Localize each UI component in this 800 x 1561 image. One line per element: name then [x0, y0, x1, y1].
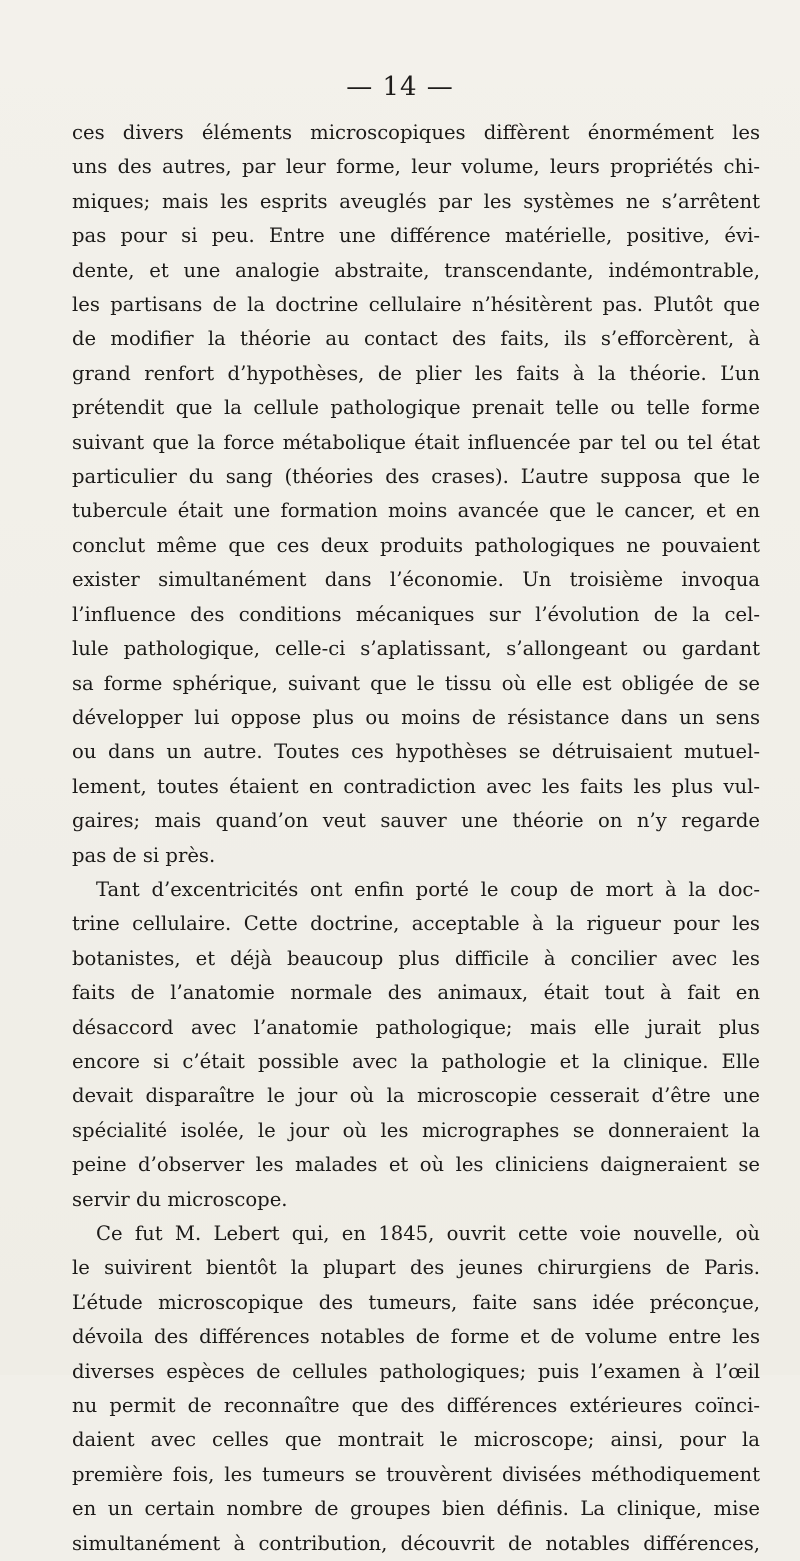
text-line: gaires; mais quand’on veut sauver une théorie on n’y regarde — [72, 809, 760, 833]
text-line: pas pour si peu. Entre une différence matérielle, positive, évi- — [72, 224, 760, 248]
text-line: les partisans de la doctrine cellulaire n’hésitèrent pas. Plutôt que — [72, 293, 760, 317]
paragraph — [72, 873, 760, 1217]
text-line: diverses espèces de cellules pathologiques; puis l’examen à l’œil — [72, 1359, 760, 1383]
text-line: peine d’observer les malades et où les cliniciens daigneraient se — [72, 1153, 760, 1177]
text-line: développer lui oppose plus ou moins de résistance dans un sens — [72, 705, 760, 729]
text-line: particulier du sang (théories des crases). L’autre supposa que le — [72, 465, 760, 489]
text-line: première fois, les tumeurs se trouvèrent divisées méthodiquement — [72, 1462, 760, 1486]
text-line: désaccord avec l’anatomie pathologique; mais elle jurait plus — [72, 1015, 760, 1039]
text-line: de modifier la théorie au contact des faits, ils s’efforcèrent, à — [72, 327, 760, 351]
text-line: pas de si près. — [72, 843, 216, 867]
text-line: le suivirent bientôt la plupart des jeunes chirurgiens de Paris. — [72, 1256, 760, 1280]
text-line: encore si c’était possible avec la pathologie et la clinique. Elle — [72, 1049, 760, 1073]
text-line: nu permit de reconnaître que des différences extérieures coïnci- — [72, 1394, 760, 1418]
text-line: conclut même que ces deux produits pathologiques ne pouvaient — [72, 533, 760, 557]
text-line: ces divers éléments microscopiques diffèrent énormément les — [72, 121, 760, 144]
text-line: lule pathologique, celle-ci s’aplatissant, s’allongeant ou gardant — [72, 637, 760, 661]
text-line: grand renfort d’hypothèses, de plier les faits à la théorie. L’un — [72, 361, 760, 385]
text-line: miques; mais les esprits aveuglés par les systèmes ne s’arrêtent — [72, 189, 760, 213]
page-number: — 14 — — [346, 72, 454, 102]
text-line: exister simultanément dans l’économie. Un troisième invoqua — [72, 568, 760, 592]
text-line: ou dans un autre. Toutes ces hypothèses se détruisaient mutuel- — [72, 740, 760, 764]
paragraph — [72, 1217, 760, 1561]
text-line: uns des autres, par leur forme, leur volume, leurs propriétés chi- — [72, 155, 760, 179]
text-line: suivant que la force métabolique était influencée par tel ou tel état — [72, 430, 760, 454]
text-line: prétendit que la cellule pathologique prenait telle ou telle forme — [72, 396, 760, 420]
text-line: Ce fut M. Lebert qui, en 1845, ouvrit cette voie nouvelle, où — [96, 1222, 760, 1245]
body-text — [72, 116, 760, 1561]
text-line: daient avec celles que montrait le microscope; ainsi, pour la — [72, 1428, 760, 1452]
text-line: Tant d’excentricités ont enfin porté le coup de mort à la doc- — [96, 877, 760, 901]
text-line: botanistes, et déjà beaucoup plus difficile à concilier avec les — [72, 946, 760, 970]
text-line: dévoila des différences notables de forme et de volume entre les — [72, 1325, 760, 1349]
text-line: simultanément à contribution, découvrit de notables différences, — [72, 1531, 760, 1555]
paragraph — [72, 116, 760, 873]
text-line: faits de l’anatomie normale des animaux, était tout à fait en — [72, 981, 760, 1005]
text-line: en un certain nombre de groupes bien définis. La clinique, mise — [72, 1497, 760, 1521]
text-line: spécialité isolée, le jour où les micrographes se donneraient la — [72, 1118, 760, 1142]
text-line: devait disparaître le jour où la microscopie cesserait d’être une — [72, 1084, 760, 1108]
text-line: lement, toutes étaient en contradiction avec les faits les plus vul- — [72, 774, 760, 798]
text-line: L’étude microscopique des tumeurs, faite sans idée préconçue, — [72, 1290, 760, 1314]
text-line: sa forme sphérique, suivant que le tissu où elle est obligée de se — [72, 671, 760, 695]
text-line: l’influence des conditions mécaniques sur l’évolution de la cel- — [72, 602, 760, 626]
text-line: dente, et une analogie abstraite, transcendante, indémontrable, — [72, 258, 760, 282]
text-line: tubercule était une formation moins avancée que le cancer, et en — [72, 499, 760, 523]
text-line: trine cellulaire. Cette doctrine, acceptable à la rigueur pour les — [72, 912, 760, 936]
text-line: servir du microscope. — [72, 1187, 288, 1211]
